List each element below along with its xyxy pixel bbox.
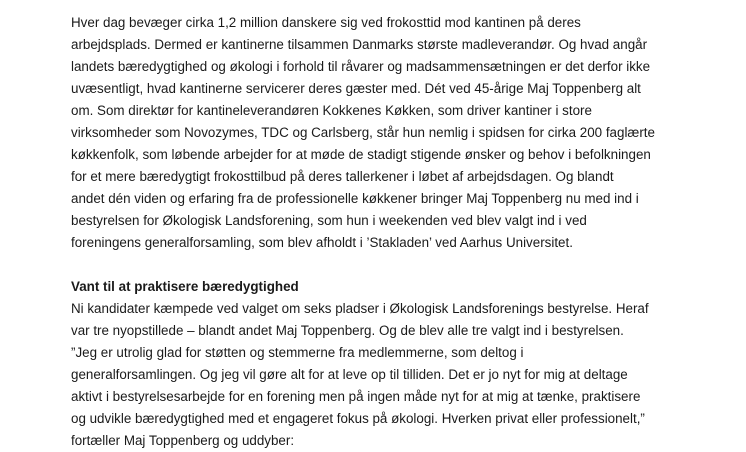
section-heading: Vant til at praktisere bæredygtighed	[71, 279, 299, 294]
paragraph-line: og udvikle bæredygtighed med et engageret fokus på økologi. Hverken privat eller professionelt,”	[71, 411, 645, 426]
paragraph-line: ”Jeg er utrolig glad for støtten og stemmerne fra medlemmerne, som deltog i	[71, 345, 524, 360]
paragraph-line: køkkenfolk, som løbende arbejder for at møde de stadigt stigende ønsker og behov i befolkningen	[71, 147, 651, 162]
paragraph-line: bestyrelsen for Økologisk Landsforening, som hun i weekenden ved blev valgt ind i ved	[71, 213, 587, 228]
paragraph-line: om. Som direktør for kantineleverandøren Kokkenes Køkken, som driver kantiner i store	[71, 103, 592, 118]
paragraph-line: aktivt i bestyrelsesarbejde for en forening men på ingen måde nyt for at mig at tænke, praktisere	[71, 389, 641, 404]
paragraph-spacer	[71, 254, 691, 276]
paragraph-line: for et mere bæredygtigt frokosttilbud på deres tallerkener i løbet af arbejdsdagen. Og blandt	[71, 169, 614, 184]
paragraph-line: var tre nyopstillede – blandt andet Maj Toppenberg. Og de blev alle tre valgt ind i bestyrelsen.	[71, 323, 624, 338]
paragraph-line: foreningens generalforsamling, som blev afholdt i ’Stakladen’ ved Aarhus Universitet.	[71, 235, 573, 250]
document-body	[71, 12, 691, 452]
paragraph-line: andet dén viden og erfaring fra de professionelle køkkener bringer Maj Toppenberg nu med ind i	[71, 191, 639, 206]
paragraph-line: Ni kandidater kæmpede ved valget om seks pladser i Økologisk Landsforenings bestyrelse. Heraf	[71, 301, 649, 316]
paragraph-1	[71, 12, 691, 254]
paragraph-line: uvæsentligt, hvad kantinerne servicerer deres gæster med. Dét ved 45-årige Maj Toppenberg alt	[71, 81, 641, 96]
paragraph-line: generalforsamlingen. Og jeg vil gøre alt for at leve op til tilliden. Det er jo nyt for mig at deltage	[71, 367, 628, 382]
paragraph-line: Hver dag bevæger cirka 1,2 million danskere sig ved frokosttid mod kantinen på deres	[71, 15, 581, 30]
paragraph-2	[71, 298, 691, 452]
paragraph-line: fortæller Maj Toppenberg og uddyber:	[71, 433, 295, 448]
paragraph-line: arbejdsplads. Dermed er kantinerne tilsammen Danmarks største madleverandør. Og hvad angår	[71, 37, 648, 52]
paragraph-line: landets bæredygtighed og økologi i forhold til råvarer og madsammensætningen er det derfor ikke	[71, 59, 651, 74]
paragraph-line: virksomheder som Novozymes, TDC og Carlsberg, står hun nemlig i spidsen for cirka 200 faglærte	[71, 125, 655, 140]
